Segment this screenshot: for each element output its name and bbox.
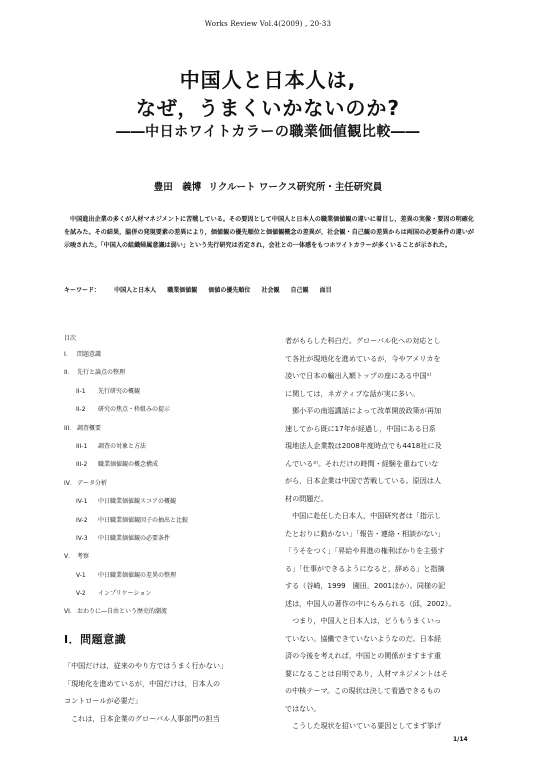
toc-item-label: 調査の対象と方法 (98, 442, 147, 450)
toc-item (64, 530, 254, 548)
body-text-line: つまり，中国人と日本人は，どうもうまくいっ (285, 616, 442, 625)
toc-item-label: 先行と論点の整理 (77, 369, 126, 377)
body-text-line: 「うそをつく」「昇給や昇進の権利ばかりを主張す (285, 546, 445, 555)
body-text-line: に関しては，ネガティブな話が実に多い。 (285, 388, 420, 398)
body-text-line: んでいる²⁾。それだけの時間・経験を重ねていな (285, 458, 439, 468)
toc-item-label: データ分析 (77, 479, 108, 487)
keyword: 面目 (319, 287, 332, 294)
toc-item-number: II-2 (76, 406, 86, 414)
toc-list (64, 346, 254, 622)
keywords-label: キーワード： (64, 287, 101, 294)
title-line-2: なぜ，うまくいかないのか? (135, 96, 400, 120)
body-text-line: 「現地化を進めているが，中国だけは，日本人の (64, 678, 221, 688)
body-text-line: 中国に赴任した日本人，中国研究者は「指示し (285, 511, 442, 520)
journal-header: Works Review Vol.4(2009) , 20-33 (204, 20, 332, 28)
body-text-line: コントロールが必要だ」 (64, 696, 142, 705)
body-text-line: ではない。 (285, 703, 321, 713)
toc-item (64, 567, 254, 585)
body-text-line: 速してから既に17年が経過し，中国にある日系 (285, 423, 436, 433)
body-text-line: 要になることは自明であり，人材マネジメントはそ (285, 668, 448, 678)
toc-item-number: IV-1 (76, 498, 88, 506)
toc-item (64, 456, 254, 474)
toc-item-label: おわりに―自由という歴史的潮流 (77, 608, 168, 616)
toc-item (64, 383, 254, 401)
body-text-line: 材の問題だ。 (285, 493, 328, 503)
body-text-line: たとおりに動かない」「報告・連絡・相談がない」 (285, 528, 445, 538)
author-line (0, 179, 536, 193)
toc-item-number: III-1 (76, 442, 88, 450)
body-text-line: こうした現状を招いている要因としてまず挙げ (285, 721, 442, 730)
toc-item-label: 調査概要 (77, 424, 102, 432)
toc-item-number: III． (64, 424, 76, 432)
abstract: 中国進出企業の多くが人材マネジメントに苦戦している。その要因として中国人と日本人の職業価値観の違いに着目し，差異の実像・要因の明確化を試みた。その結果，脇併の発現要素の差異により，価値観の優先順位と価値観概念の差異が，社会観・自己観の差異からは両国の必要条件の違いが示唆された。「中国人の組織帰属意識は弱い」という先行研究は否定され，会社との一体感をもつホワイトカラーが多くいることが示された。 (64, 216, 474, 250)
toc-item-label: インプリケーション (98, 590, 152, 598)
author-affiliation: リクルート ワークス研究所・主任研究員 (208, 182, 383, 193)
toc-item (64, 364, 254, 382)
body-text-line: る」「仕事ができるようになると，辞める」と指摘 (285, 563, 445, 573)
author-name: 豊田 義博 (153, 182, 202, 193)
page-number: 1/14 (453, 736, 468, 743)
toc-item-number: V-2 (76, 590, 86, 598)
keywords (64, 285, 474, 294)
toc-item-number: II-1 (76, 387, 86, 395)
toc-item-number: V-1 (76, 571, 86, 579)
toc-item-label: 研究の焦点・枠組みの提示 (98, 406, 171, 414)
body-text-line: 「中国だけは，従来のやり方ではうまく行かない」 (64, 661, 228, 670)
body-text-line: 済の今後を考えれば，中国との関係がますます重 (285, 651, 442, 660)
body-text-line: て各社が現地化を進めているが，今やアメリカを (285, 353, 441, 363)
section-heading: Ⅰ．問題意識 (64, 633, 127, 646)
toc-item (64, 512, 254, 530)
toc-item-number: III-2 (76, 461, 88, 469)
toc-item-label: 問題意識 (77, 351, 102, 358)
body-text-line: これは，日本企業のグローバル人事部門の担当 (64, 713, 220, 723)
body-text-line: 述は，中国人の著作の中にもみられる（邱，2002）。 (285, 598, 456, 608)
toc-item-label: 先行研究の概観 (98, 387, 141, 395)
toc-item-number: VI． (64, 608, 76, 616)
toc-item (64, 420, 254, 438)
toc-item (64, 346, 254, 364)
toc-item-number: I． (64, 351, 72, 358)
keyword: 中国人と日本人 (114, 287, 157, 294)
table-of-contents (64, 332, 254, 622)
keyword: 職業価値観 (167, 287, 198, 294)
toc-item-number: IV-2 (76, 516, 88, 524)
toc-item (64, 475, 254, 493)
body-text-line: がら，日本企業は中国で苦戦している。原因は人 (285, 476, 442, 485)
keyword: 価値の優先順位 (208, 287, 251, 294)
keyword: 社会観 (261, 287, 280, 294)
toc-item-label: 考察 (77, 553, 90, 561)
keyword: 自己観 (290, 287, 309, 294)
title-line-1: 中国人と日本人は, (179, 68, 357, 92)
toc-item (64, 401, 254, 419)
toc-item-number: II． (64, 369, 74, 377)
toc-item (64, 493, 254, 511)
toc-item-number: IV． (64, 479, 76, 487)
toc-item-label: 中日職業価値観因子の抽出と比較 (98, 516, 189, 524)
toc-item-label: 中日職業価値観の差異の整理 (98, 571, 177, 579)
toc-title: 目次 (64, 335, 77, 342)
body-text-line: 鄧小平の南巡講話によって改革開放政策が再加 (285, 406, 442, 415)
left-column-body (64, 657, 279, 727)
toc-item (64, 585, 254, 603)
right-column-body (285, 332, 477, 735)
body-text-line: の中核テーマ。この現状は決して看過できるもの (285, 686, 441, 695)
toc-item-label: 中日職業価値観スコアの概観 (98, 498, 177, 506)
toc-item-label: 職業価値観の概念構成 (98, 461, 159, 469)
body-text-line: する（谷崎，1999 園田，2001ほか）。同様の記 (285, 581, 446, 590)
toc-item (64, 548, 254, 566)
toc-item-number: V． (64, 553, 75, 561)
toc-item (64, 438, 254, 456)
subtitle: ――中日ホワイトカラーの職業価値観比較―― (116, 124, 420, 140)
body-text-line: ていない。協働できていないようなのだ。日本経 (285, 633, 442, 643)
body-text-line: 凌いで日本の輸出入額トップの座にある中国¹⁾ (285, 371, 432, 380)
toc-item-number: IV-3 (76, 534, 88, 542)
toc-item-label: 中日職業価値観の必要条件 (98, 534, 171, 542)
toc-item (64, 603, 254, 621)
body-text-line: 現地法人企業数は2008年度時点でも4418社に及 (285, 441, 442, 450)
body-text-line: 者がもらした科白だ。グローバル化への対応とし (285, 336, 441, 345)
